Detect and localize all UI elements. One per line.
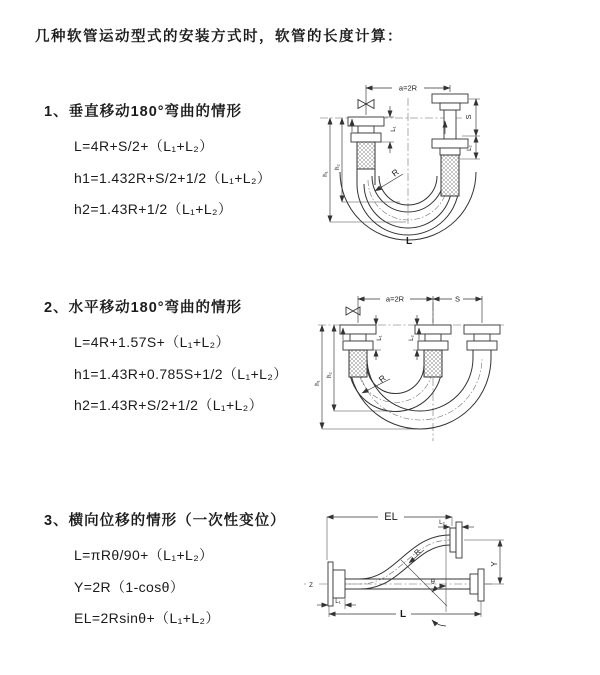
- dimension-l1: [376, 106, 397, 153]
- valve-icon: [358, 85, 374, 115]
- formula: L=πRθ/90+（L₁+L₂）: [74, 547, 214, 563]
- label-theta: θ: [431, 579, 435, 586]
- label-r: R: [412, 547, 423, 558]
- section-2-heading: 2、水平移动180°弯曲的情形: [44, 300, 243, 316]
- formula: h2=1.43R+1/2（L₁+L₂）: [74, 201, 233, 217]
- dimension-s: [460, 99, 480, 159]
- left-fitting: [348, 117, 384, 169]
- label-h2: h₂: [334, 164, 341, 170]
- label-l: L: [399, 609, 407, 620]
- section-horizontal-180: [44, 296, 288, 422]
- right-fitting: [464, 325, 500, 350]
- label-l1: L₁: [376, 335, 383, 341]
- diagram-horizontal-180-bend: [312, 283, 570, 471]
- hose-braid: [441, 155, 459, 196]
- section-1-heading: 1、垂直移动180°弯曲的情形: [44, 104, 243, 120]
- diagram-lateral-displacement: [298, 502, 590, 652]
- label-l2: L₂: [466, 145, 473, 151]
- dimension-a2r: [366, 83, 450, 93]
- middle-fitting: [415, 325, 451, 377]
- label-h1: h₁: [314, 380, 321, 386]
- dimension-l2: [408, 315, 424, 360]
- formula: h1=1.43R+0.785S+1/2（L₁+L₂）: [74, 365, 288, 382]
- label-h1: h₁: [322, 171, 329, 177]
- upper-flange: [450, 522, 462, 558]
- label-s: S: [454, 294, 461, 304]
- formula: L=4R+1.57S+（L₁+L₂）: [74, 334, 230, 350]
- label-l2: L₂: [439, 519, 445, 526]
- formula: h1=1.432R+S/2+1/2（L₁+L₂）: [74, 169, 272, 186]
- label-a2r: a=2R: [385, 294, 405, 304]
- dimension-el: [327, 511, 452, 560]
- label-y: Y: [490, 561, 499, 567]
- formula: Y=2R（1-cosθ）: [74, 578, 185, 595]
- centerline-mark: [306, 578, 317, 589]
- left-fitting: [340, 325, 376, 377]
- label-h2: h₂: [326, 372, 333, 378]
- label-el: EL: [384, 511, 398, 523]
- hose-braid: [357, 142, 375, 169]
- page-title: 几种软管运动型式的安装方式时，软管的长度计算：: [35, 29, 403, 45]
- label-l: L: [405, 236, 413, 247]
- section-3-heading: 3、横向位移的情形（一次性变位）: [44, 513, 286, 529]
- diagram-vertical-180-bend: [308, 72, 564, 256]
- section-2-formulas: [74, 327, 288, 422]
- hose-braid: [349, 350, 367, 377]
- section-3-formulas: [74, 540, 286, 635]
- label-l1: L₁: [390, 126, 397, 132]
- dimension-s: [433, 294, 482, 304]
- label-a2r: a=2R: [398, 83, 418, 93]
- label-l1: L₁: [335, 598, 341, 605]
- label-r: R: [376, 372, 388, 385]
- formula: L=4R+S/2+（L₁+L₂）: [74, 138, 214, 154]
- label-r: R: [389, 166, 401, 179]
- dimension-l1: [367, 315, 383, 360]
- formula: EL=2Rsinθ+（L₁+L₂）: [74, 610, 220, 626]
- construction-radius-line: [401, 560, 447, 606]
- label-l2: L₂: [408, 335, 415, 341]
- right-fitting: [432, 94, 468, 196]
- dimension-l: [329, 601, 481, 620]
- label-z: Z: [309, 582, 313, 589]
- dimension-l1: [317, 598, 356, 609]
- valve-icon: [346, 296, 360, 323]
- right-flange: [470, 569, 484, 601]
- section-lateral-displacement: [44, 509, 286, 635]
- label-s: S: [464, 114, 473, 120]
- section-vertical-180: [44, 100, 271, 226]
- formula: h2=1.43R+S/2+1/2（L₁+L₂）: [74, 397, 264, 413]
- dimension-a2r: [358, 294, 482, 323]
- section-1-formulas: [74, 131, 271, 226]
- hose-curves: [349, 350, 491, 429]
- hose-braid: [424, 350, 442, 377]
